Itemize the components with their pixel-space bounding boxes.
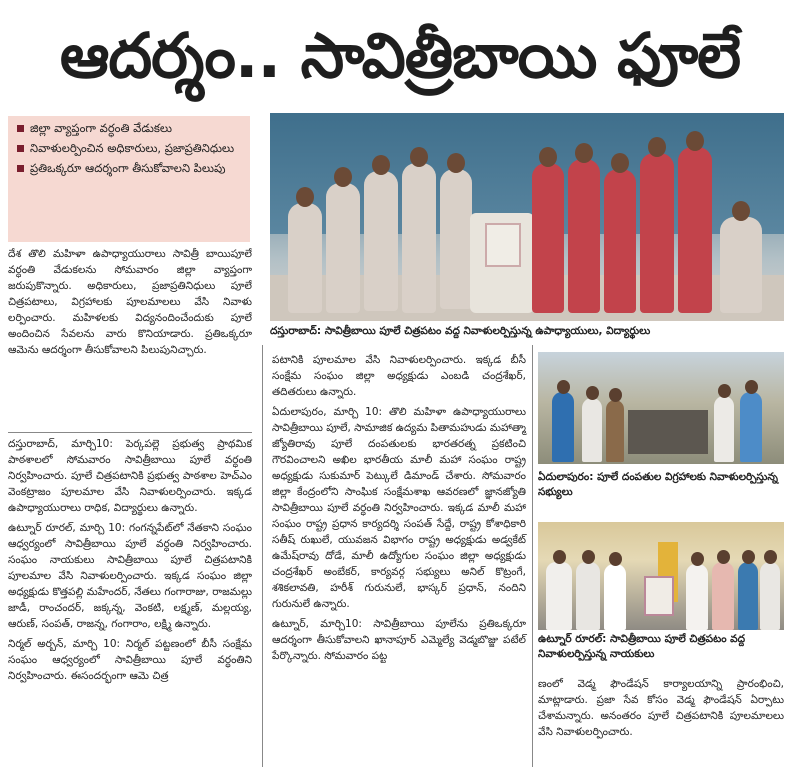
person-figure — [686, 564, 708, 630]
student-figure — [364, 171, 398, 311]
article-column-two — [272, 352, 526, 668]
person-figure — [604, 564, 626, 630]
article-paragraph: నిర్మల్ అర్బన్, మార్చి 10: నిర్మల్ పట్టణంలో బీసీ సంక్షేమ సంఘం ఆధ్వర్యంలో సావిత్రీబాయి పూలే వర్ధంతిని నిర్వహించారు. ఈసందర్భంగా ఆమె చిత్ర — [8, 638, 252, 682]
pedestal — [628, 410, 708, 454]
person-figure — [582, 398, 602, 462]
article-column-one — [8, 246, 252, 362]
photo-caption: దస్తురాబాద్: సావిత్రీబాయి పూలే చిత్రపటం వద్ద నివాళులర్పిస్తున్న ఉపాధ్యాయులు, విద్యార్థులు — [270, 325, 651, 337]
person-figure — [552, 392, 574, 462]
bullet-icon — [17, 145, 24, 152]
headline: ఆదర్శం.. సావిత్రీబాయి ఫూలే — [59, 19, 741, 92]
bullet-icon — [17, 125, 24, 132]
photo-caption: ఉట్నూర్ రూరల్: సావిత్రీబాయి పూలే చిత్రపటం వద్ద నివాళులర్పిస్తున్న నాయకులు — [538, 633, 746, 660]
person-figure — [576, 562, 600, 630]
portrait-frame — [644, 576, 674, 616]
bullet-icon — [17, 165, 24, 172]
student-figure — [288, 203, 322, 313]
student-figure — [640, 153, 674, 313]
highlight-item: జిల్లా వ్యాప్తంగా వర్ధంతి వేడుకలు — [16, 120, 242, 137]
article-paragraph: ఏదులాపురం, మార్చి 10: తొలి మహిళా ఉపాధ్యాయురాలు సావిత్రీబాయి పూలే, సామాజిక ఉద్యమ పితామహుడు మహాత్మా జ్యోతిరావు పూలే దంపతులకు భారతరత్న ప్రకటించి గౌరవించాలని అఖిల భారతీయ మాలీ మహా సంఘం రాష్ట్ర అధ్యక్షుడు సుకుమార్ పెట్కులే డిమాండ్ చేశారు. సోమవారం జిల్లా కేంద్రంలోని సాంఘిక సంక్షేమశాఖ ఆవరణలో జ్ఞానజ్యోతి సావిత్రీబాయి పూలే వర్ధంతి నిర్వహించారు. ఇక్కడ మాలీ మహా సంఘం రాష్ట్ర ప్రధాన కార్యదర్శి సంపత్ సేద్దే, రాష్ట్ర కోశాధికారి సతీష్ రుఖులే, యువజన విభాగం రాష్ట్ర అధ్యక్షుడు అడ్వకేట్ ఉమేష్‌రావు దోడే, మాలీ ఉద్యోగుల సంఘం జిల్లా అధ్యక్షుడు చంద్రశేఖర్ అంబేకర్, కార్యవర్గ సభ్యులు అనిల్ కొట్రంగే, శశికలావతి, హరీశ్ గురునులే, భాస్కర్ ప్రధాన్, నందిని గురునులే ఉన్నారు. — [272, 406, 526, 610]
statue-photo — [538, 352, 784, 464]
article-paragraph: పటానికి పూలమాల వేసి నివాళులర్పించారు. ఇక్కడ బీసీ సంక్షేమ సంఘం జిల్లా అధ్యక్షుడు ఎంబడి చంద్రశేఖర్, తదితరులు ఉన్నారు. — [272, 354, 526, 398]
article-paragraph: ఉట్నూర్ రూరల్, మార్చి 10: గంగన్నపేట్‌లో నేతకాని సంఘం ఆధ్వర్యంలో సావిత్రీబాయి పూలే వర్ధంతి నిర్వహించారు. సంఘం నాయకులు సావిత్రీబాయి పూలే చిత్రపటానికి పూలమాల వేసి నివాళులర్పించారు. ఇక్కడ సంఘం జిల్లా అధ్యక్షుడు కొత్తపల్లి మహేందర్, నేతలు గంగారాజు, రాజమల్లు జాడీ, రాంచందర్, జక్కన్న, వెంకటి, లక్ష్మణ్, మల్లయ్య, ఆరుణ్, సంపత్, రాజన్న, గంగారాం, లక్ష్మి ఉన్నారు. — [8, 522, 252, 630]
student-figure — [720, 217, 762, 313]
student-figure — [532, 163, 564, 313]
article-column-three — [538, 676, 784, 744]
student-figure — [678, 147, 712, 313]
student-figure — [440, 169, 472, 309]
office-photo — [538, 522, 784, 630]
article-paragraph: ణంలో వెడ్మ ఫౌండేషన్ కార్యాలయాన్ని ప్రారంభించి, మాట్లాడారు. ప్రజా సేవ కోసం వెడ్మ ఫౌండేషన్ ఏర్పాటు చేశామన్నారు. అనంతరం పూలే చిత్రపటానికి పూలమాలలు వేసి నివాళులర్పించారు. — [538, 678, 784, 738]
person-figure — [546, 562, 572, 630]
student-figure — [402, 163, 436, 313]
divider — [532, 345, 533, 767]
person-figure — [738, 562, 758, 630]
person-figure — [606, 400, 624, 462]
student-figure — [604, 169, 636, 313]
person-figure — [740, 392, 762, 462]
person-figure — [760, 562, 780, 630]
portrait-frame — [485, 223, 521, 267]
student-figure — [326, 183, 360, 313]
highlight-item: ప్రతిఒక్కరూ ఆదర్శంగా తీసుకోవాలని పిలుపు — [16, 160, 242, 177]
person-figure — [712, 562, 734, 630]
article-paragraph: ఉట్నూర్, మార్చి10: సావిత్రీబాయి పూలేను ప్రతిఒక్కరూ ఆదర్శంగా తీసుకోవాలని ఖానాపూర్ ఎమ్మెల్యే వెడ్మబొజ్జు పటేల్ పేర్కొన్నారు. సోమవారం పట్ట — [272, 618, 526, 662]
article-column-one-b — [8, 436, 252, 688]
highlights-box — [8, 116, 250, 242]
main-photo — [270, 113, 784, 321]
intro-paragraph: దేశ తొలి మహిళా ఉపాధ్యాయురాలు సావిత్రీ బాయిపూలే వర్ధంతి వేడుకలను సోమవారం జిల్లా వ్యాప్తంగా జరుపుకొన్నారు. అధికారులు, ప్రజాప్రతినిధులు పూలే చిత్రపటాలు, విగ్రహాలకు పూలమాలలు వేసి నివాళు లర్పించారు. మహిళలకు విద్యనందించేందుకు పూలే అందించిన సేవలను వారు కొనియాడారు. ప్రతిఒక్కరూ ఆమెను ఆదర్శంగా తీసుకోవాలని పిలుపునిచ్చారు. — [8, 248, 252, 356]
photo-caption: ఏదులాపురం: పూలే దంపతుల విగ్రహాలకు నివాళులర్పిస్తున్న సభ్యులు — [538, 471, 778, 498]
article-paragraph: దస్తురాబాద్, మార్చి10: పెర్కపల్లె ప్రభుత్వ ప్రాథమిక పాఠశాలలో సోమవారం సావిత్రీబాయి పూలే వర్ధంతి నిర్వహించారు. పూలే చిత్రపటానికి ప్రభుత్వ పాఠశాల హెచ్ఎం వెంకట్రాజం పూలమాల వేసి నివాళులర్పించారు. ఇక్కడ ఉపాధ్యాయురాలు రాధిక, విద్యార్థులు ఉన్నారు. — [8, 438, 252, 514]
person-figure — [714, 396, 734, 462]
student-figure — [568, 159, 600, 313]
divider — [8, 432, 252, 433]
divider — [262, 345, 263, 767]
highlight-item: నివాళులర్పించిన అధికారులు, ప్రజాప్రతినిధులు — [16, 140, 242, 157]
